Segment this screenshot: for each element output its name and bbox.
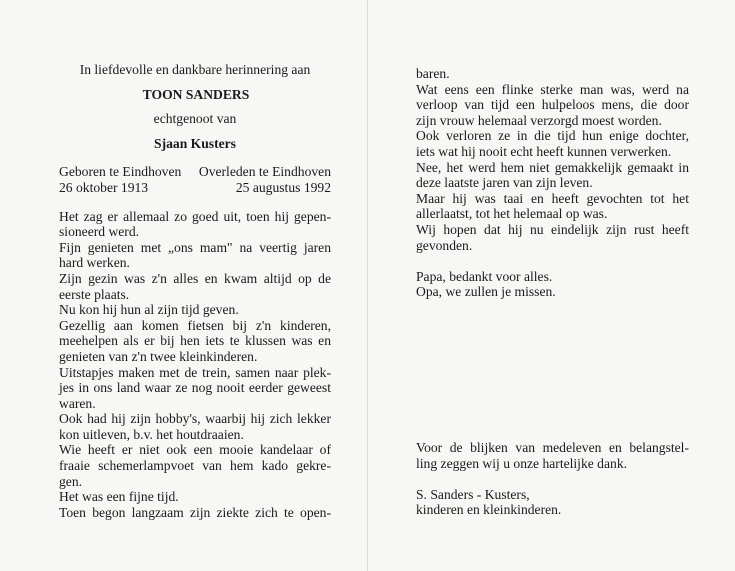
farewell-text [416,269,689,300]
body-line: Wie heeft er niet ook een mooie kandelaar of [59,442,331,458]
body-line: Maar hij was taai en heeft gevochten tot het [416,190,689,206]
card-fold-line [367,0,368,571]
birth-death-dates [59,180,331,196]
body-line: gen. [59,473,83,489]
thanks-text [416,440,689,471]
body-line: sioneerd werd. [59,224,140,240]
body-line: Uitstapjes maken met de trein, samen naar plek- [59,364,331,380]
thanks-line: ling zeggen wij u onze hartelijke dank. [416,455,628,471]
died-date: 25 augustus 1992 [235,179,331,195]
born-label: Geboren te Eindhoven [59,164,182,180]
died-label: Overleden te Eindhoven [198,164,331,180]
thanks-line: Voor de blijken van medeleven en belangstel- [416,439,689,455]
spouse-name: Sjaan Kusters [154,135,236,151]
body-line: Gezellig aan komen fietsen bij z'n kinderen, [59,317,331,333]
deceased-name: TOON SANDERS [142,86,250,102]
body-line: zijn vrouw helemaal verzorgd moest worden. [416,112,662,128]
body-line: genieten van z'n twee kleinkinderen. [59,348,258,364]
left-page [59,62,331,520]
body-line: Toen begon langzaam zijn ziekte zich te open- [59,504,331,520]
body-line: Fijn genieten met „ons mam" na veertig jaren [59,239,331,255]
born-date: 26 oktober 1913 [59,179,149,195]
body-line: Het was een fijne tijd. [59,489,179,505]
signature-line: kinderen en kleinkinderen. [416,502,562,518]
body-line: waren. [59,395,96,411]
body-line: verloop van tijd een hulpeloos mens, die door [416,97,689,113]
body-line: fraaie schemerlampvoet van hem kado gekre- [59,458,331,474]
body-line: baren. [416,66,450,81]
intro-line: In liefdevolle en dankbare herinnering aan [79,62,311,77]
birth-death-labels [59,164,331,180]
body-line: eerste plaats. [59,286,130,302]
left-body-text [59,209,331,521]
body-line: kon uitleven, b.v. het houtdraaien. [59,426,244,442]
right-page [416,66,689,518]
body-line: Nee, het werd hem niet gemakkelijk gemaakt in [416,159,689,175]
body-line: hard werken. [59,255,130,271]
body-line: Nu kon hij hun al zijn tijd geven. [59,302,239,318]
farewell-line: Papa, bedankt voor alles. [416,268,553,284]
body-line: Wat eens een flinke sterke man was, werd na [416,81,689,97]
body-line: Ook had hij zijn hobby's, waarbij hij zich lekker [59,411,331,427]
body-line: Zijn gezin was z'n alles en kwam altijd op de [59,270,331,286]
body-line: iets wat hij nooit echt heeft kunnen verwerken. [416,143,672,159]
body-line: jes in ons land waar ze nog nooit eerder geweest [59,380,331,396]
right-body-text [416,66,689,253]
signature-line: S. Sanders - Kusters, [416,486,530,502]
body-line: allerlaatst, tot het helemaal op was. [416,206,608,222]
signature-block [416,487,689,518]
body-line: gevonden. [416,237,473,253]
body-line: Wij hopen dat hij nu eindelijk zijn rust heeft [416,221,689,237]
relation-line: echtgenoot van [153,111,237,127]
farewell-line: Opa, we zullen je missen. [416,284,556,300]
body-line: Het zag er allemaal zo goed uit, toen hij gepen- [59,208,331,224]
body-line: Ook verloren ze in die tijd hun enige dochter, [416,128,689,144]
body-line: deze laatste jaren van zijn leven. [416,175,593,191]
body-line: meehelpen als er bij hen iets te klussen was en [59,333,331,349]
